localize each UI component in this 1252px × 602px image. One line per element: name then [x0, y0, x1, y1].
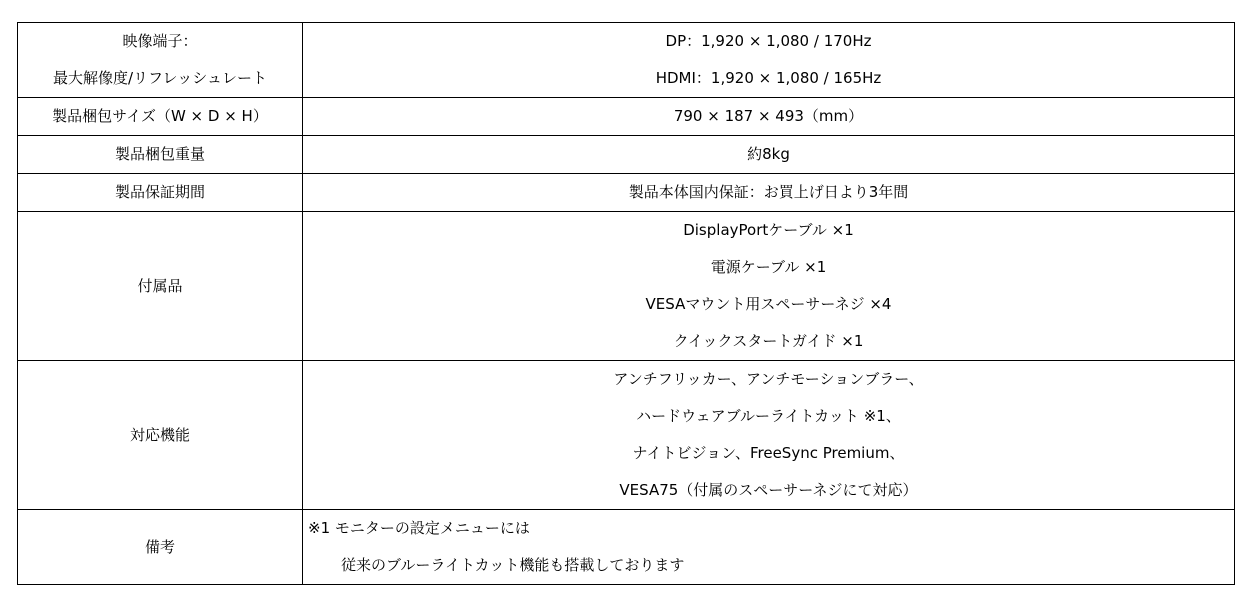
- table-row: [18, 212, 1235, 361]
- value-line: 製品本体国内保証：お買上げ日より3年間: [628, 183, 909, 201]
- value-line: HDMI：1,920 × 1,080 / 165Hz: [655, 69, 882, 87]
- spec-table: [17, 22, 1235, 585]
- table-row: [18, 136, 1235, 174]
- value-line: DP：1,920 × 1,080 / 170Hz: [665, 32, 872, 50]
- label-line: 備考: [144, 537, 175, 556]
- row-value: [303, 361, 1235, 510]
- table-row: [18, 98, 1235, 136]
- row-value: [303, 510, 1235, 585]
- row-label: [18, 212, 303, 361]
- value-line: 790 × 187 × 493（mm）: [673, 107, 864, 125]
- row-label: [18, 98, 303, 136]
- label-line: 最大解像度/リフレッシュレート: [52, 69, 267, 87]
- value-line: VESA75（付属のスペーサーネジにて対応）: [619, 481, 918, 499]
- value-line: アンチフリッカー、アンチモーションブラー、: [613, 370, 924, 388]
- label-line: 製品保証期間: [114, 183, 205, 201]
- value-line: 電源ケーブル ×1: [710, 258, 827, 276]
- value-line: ハードウェアブルーライトカット ※1、: [636, 407, 901, 425]
- label-line: 対応機能: [129, 425, 190, 444]
- value-line: ※1 モニターの設定メニューには: [308, 519, 530, 537]
- label-line: 映像端子：: [122, 32, 198, 50]
- row-value: [303, 136, 1235, 174]
- value-line: 従来のブルーライトカット機能も搭載しております: [341, 556, 685, 574]
- row-label: [18, 361, 303, 510]
- row-label: [18, 174, 303, 212]
- label-line: 付属品: [137, 276, 183, 295]
- row-value: [303, 212, 1235, 361]
- value-line: クイックスタートガイド ×1: [673, 332, 864, 350]
- value-line: VESAマウント用スペーサーネジ ×4: [645, 295, 892, 313]
- row-label: [18, 136, 303, 174]
- row-label: [18, 23, 303, 98]
- row-value: [303, 174, 1235, 212]
- label-line: 製品梱包重量: [114, 145, 205, 163]
- row-value: [303, 23, 1235, 98]
- row-value: [303, 98, 1235, 136]
- table-row: [18, 510, 1235, 585]
- label-line: 製品梱包サイズ（W × D × H）: [52, 107, 268, 125]
- table-row: [18, 361, 1235, 510]
- row-label: [18, 510, 303, 585]
- value-line: 約8kg: [747, 145, 790, 163]
- table-row: [18, 23, 1235, 98]
- table-row: [18, 174, 1235, 212]
- value-line: DisplayPortケーブル ×1: [683, 221, 854, 239]
- value-line: ナイトビジョン、FreeSync Premium、: [632, 444, 905, 462]
